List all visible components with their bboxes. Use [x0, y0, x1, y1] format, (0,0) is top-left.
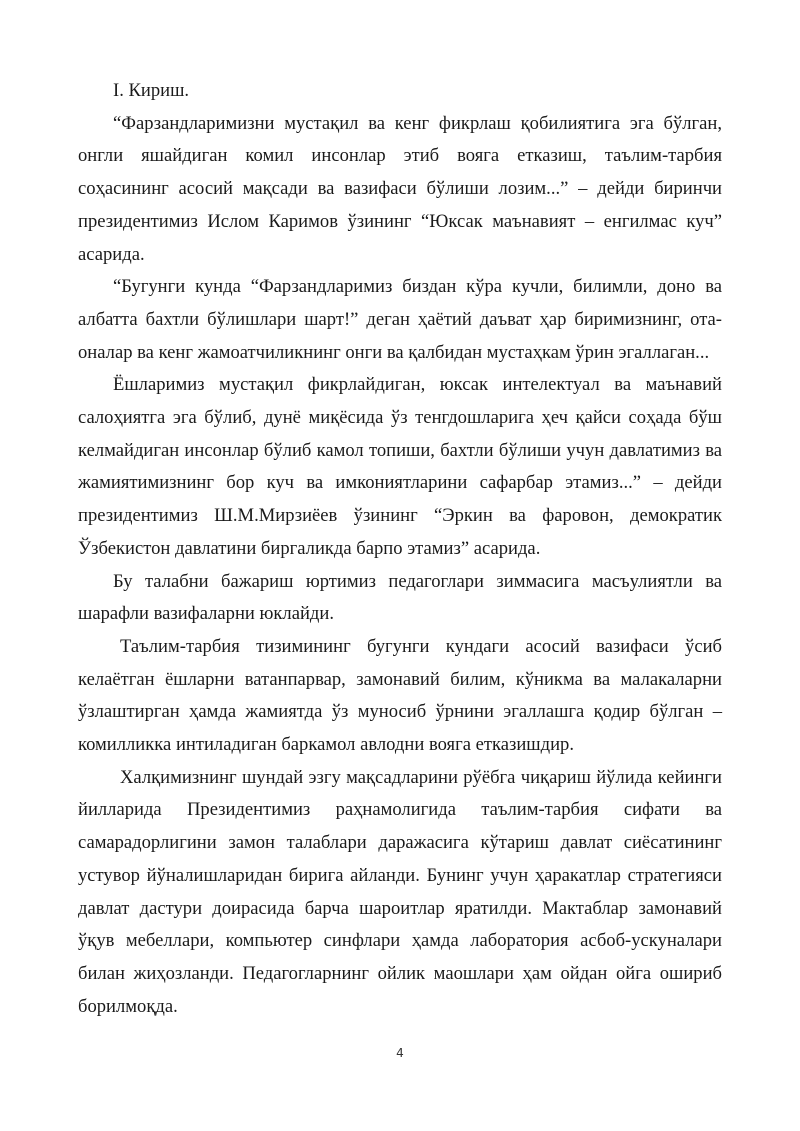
paragraph-3: Ёшларимиз мустақил фикрлайдиган, юксак интелектуал ва маънавий салоҳиятга эга бўлиб, дунё миқёсида ўз тенгдошларига ҳеч қайси соҳада бўш келмайдиган инсонлар бўлиб камол топиши, бахтли бўлиши учун давлатимиз ва жамиятимизнинг бор куч ва имкониятларини сафарбар этамиз...” – дейди президентимиз Ш.М.Мирзиёев ўзининг “Эркин ва фаровон, демократик Ўзбекистон давлатини биргаликда барпо этамиз” асарида.	[78, 374, 722, 559]
paragraph-4: Бу талабни бажариш юртимиз педагоглари зиммасига масъулиятли ва шарафли вазифаларни юклайди.	[78, 570, 722, 625]
section-heading: I. Кириш.	[113, 80, 190, 101]
paragraph-5: Таълим-тарбия тизимининг бугунги кундаги асосий вазифаси ўсиб келаётган ёшларни ватанпарвар, замонавий билим, кўникма ва малакаларни ўзлаштирган ҳамда жамиятда ўз муносиб ўрнини эгаллашга қодир бўлган – комилликка интиладиган баркамол авлодни вояга етказишдир.	[78, 635, 722, 756]
paragraph-6: Халқимизнинг шундай эзгу мақсадларини рўёбга чиқариш йўлида кейинги йилларида Президентимиз раҳнамолигида таълим-тарбия сифати ва самарадорлигини замон талаблари даражасига кўтариш давлат сиёсатининг устувор йўналишларидан бирига айланди. Бунинг учун ҳаракатлар стратегияси давлат дастури доирасида барча шароитлар яратилди. Мактаблар замонавий ўқув мебеллари, компьютер синфлари ҳамда лаборатория асбоб-ускуналари билан жиҳозланди. Педагогларнинг ойлик маошлари ҳам ойдан ойга ошириб борилмоқда.	[78, 766, 722, 1017]
paragraph-2: “Бугунги кунда “Фарзандларимиз биздан кўра кучли, билимли, доно ва албатта бахтли бўлишлари шарт!” деган ҳаётий даъват ҳар биримизнинг, ота-оналар ва кенг жамоатчиликнинг онги ва қалбидан мустаҳкам ўрин эгаллаган...	[78, 276, 722, 363]
page-number: 4	[396, 1046, 404, 1060]
page-body	[78, 75, 722, 1023]
paragraph-1: “Фарзандларимизни мустақил ва кенг фикрлаш қобилиятига эга бўлган, онгли яшайдиган комил инсонлар этиб вояга етказиш, таълим-тарбия соҳасининг асосий мақсади ва вазифаси бўлиши лозим...” – дейди биринчи президентимиз Ислом Каримов ўзининг “Юксак маънавият – енгилмас куч” асарида.	[78, 112, 722, 265]
